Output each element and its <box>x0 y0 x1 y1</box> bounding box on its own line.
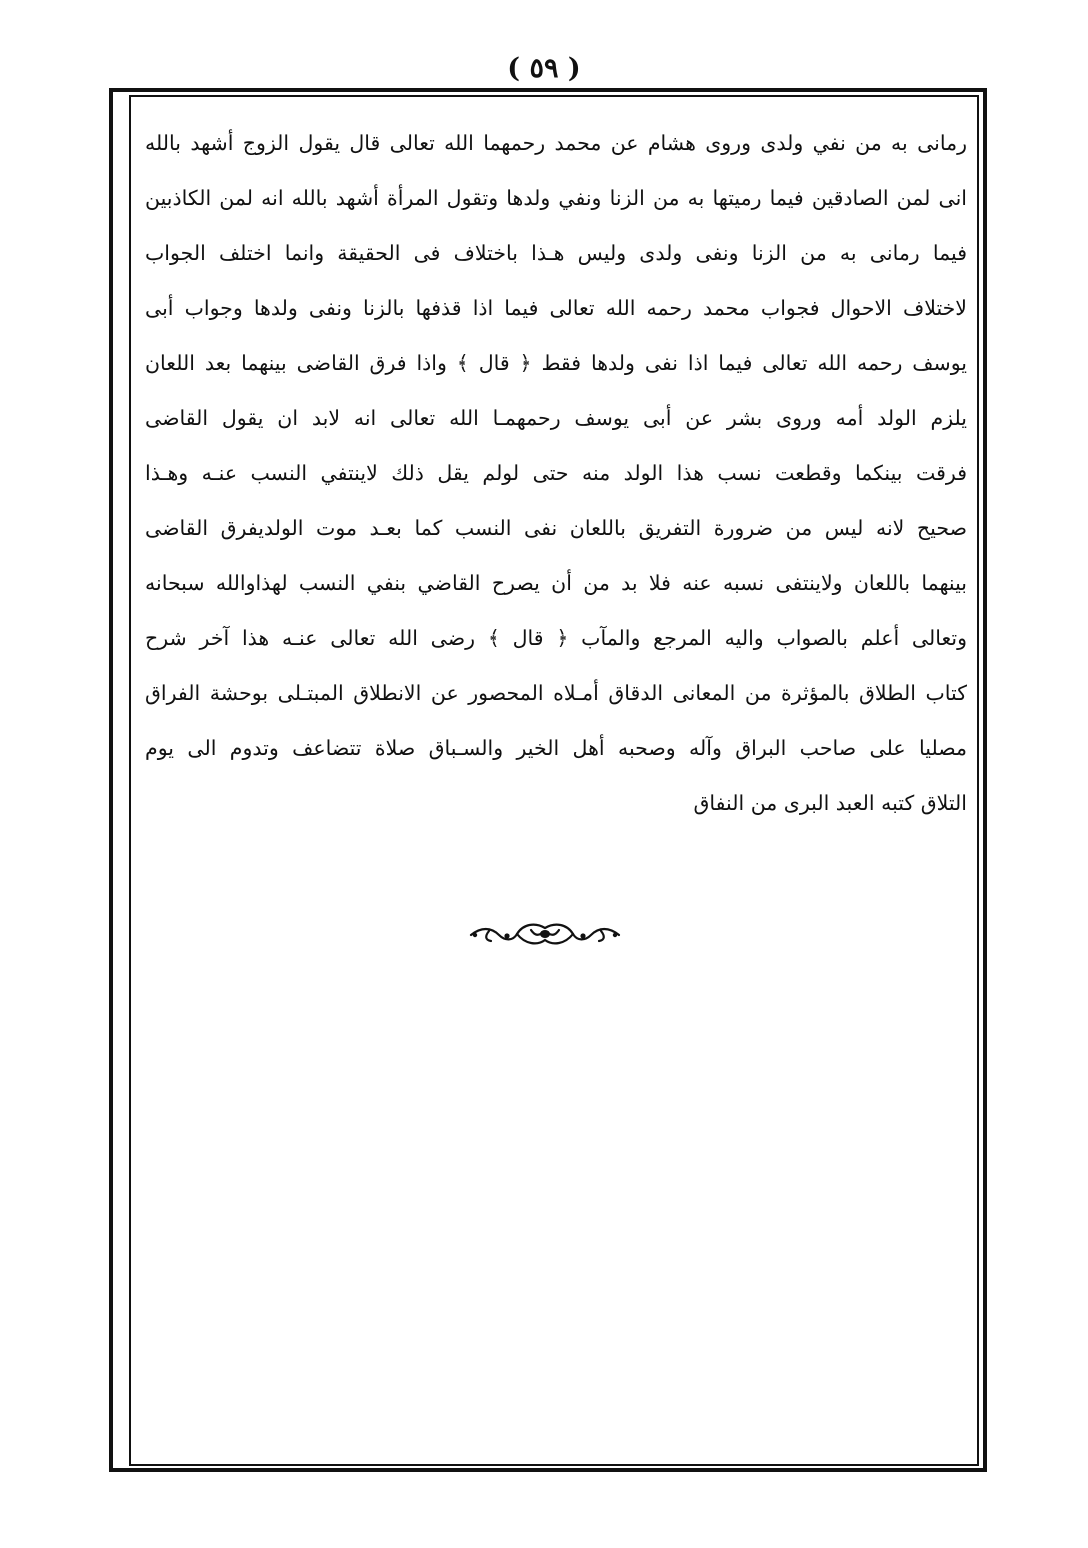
text-line-last: التلاق كتبه العبد البرى من النفاق <box>693 791 967 815</box>
text-line: انی لمن الصادقين فيما رميتها به من الزنا ونفي ولدها وتقول المرأة أشهد بالله انه لمن الكاذبين <box>145 186 967 210</box>
text-line: يوسف رحمه الله تعالى فيما اذا نفى ولدها فقط ﴿ قال ﴾ واذا فرق القاضی بينهما بعد اللعان <box>145 351 967 375</box>
text-line: بينهما باللعان ولاينتفى نسبه عنه فلا بد من أن يصرح القاضي بنفي النسب لهذاوالله سبحانه <box>145 571 967 595</box>
text-line: صحيح لانه ليس من ضرورة التفريق باللعان نفی النسب كما بعـد موت الولديفرق القاضی <box>145 516 967 540</box>
text-line: كتاب الطلاق بالمؤثرة من المعانی الدقاق أمـلاه المحصور عن الانطلاق المبتـلى بوحشة الفراق <box>145 681 967 705</box>
page-number: ( ٥٩ ) <box>507 53 581 84</box>
body-text <box>145 116 967 831</box>
text-line: فيما رمانی به من الزنا ونفى ولدی وليس هـذا باختلاف فی الحقيقة وانما اختلف الجواب <box>145 241 967 265</box>
text-line: رمانی به من نفي ولدی وروی هشام عن محمد رحمهما الله تعالى قال يقول الزوج أشهد بالله <box>145 131 967 155</box>
text-line: لاختلاف الاحوال فجواب محمد رحمه الله تعالى فيما اذا قذفها بالزنا ونفى ولدها وجواب أبی <box>145 296 967 320</box>
text-line: يلزم الولد أمه وروى بشر عن أبی يوسف رحمهمـا الله تعالى انه لابد ان يقول القاضی <box>145 406 967 430</box>
text-line: مصليا على صاحب البراق وآله وصحبه أهل الخير والسـباق صلاة تتضاعف وتدوم الى يوم <box>145 736 967 760</box>
text-line: وتعالى أعلم بالصواب واليه المرجع والمآب ﴿ قال ﴾ رضی الله تعالى عنـه هذا آخر شرح <box>145 626 967 650</box>
fleuron-ornament-icon <box>467 914 623 954</box>
text-line: فرقت بينكما وقطعت نسب هذا الولد منه حتى لولم يقل ذلك لاينتفي النسب عنـه وهـذا <box>145 461 967 485</box>
